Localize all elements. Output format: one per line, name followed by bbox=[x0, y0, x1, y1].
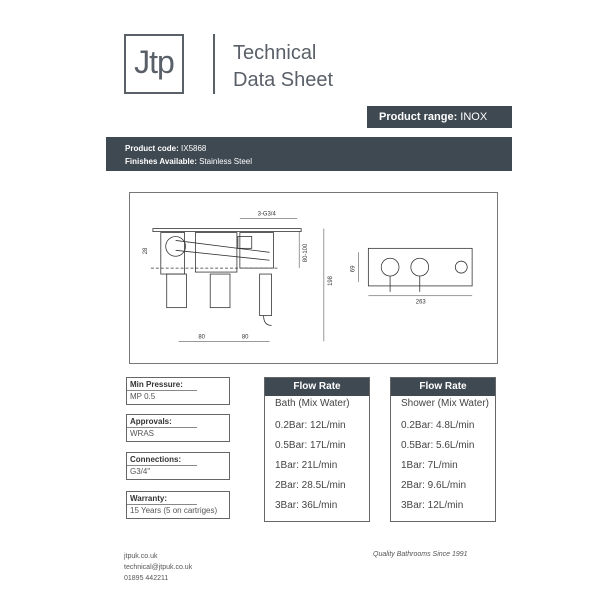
spec-value: 15 Years (5 on cartriges) bbox=[130, 506, 218, 515]
technical-drawing bbox=[129, 192, 498, 364]
dim-label-connections: 3-G3/4 bbox=[257, 211, 276, 218]
spec-label: Connections: bbox=[130, 455, 182, 464]
flow-rate-row: 0.2Bar: 12L/min bbox=[275, 420, 346, 431]
spec-approvals bbox=[126, 414, 230, 442]
product-range-label: Product range: bbox=[379, 111, 458, 123]
spec-value: MP 0.5 bbox=[130, 392, 156, 401]
flow-rate-subtitle: Bath (Mix Water) bbox=[275, 398, 350, 409]
spec-value: G3/4" bbox=[130, 467, 151, 476]
front-plate bbox=[368, 248, 472, 286]
outlet-hook bbox=[264, 316, 272, 326]
flow-rate-row: 0.5Bar: 17L/min bbox=[275, 440, 346, 451]
spec-label: Min Pressure: bbox=[130, 380, 183, 389]
footer-tagline: Quality Bathrooms Since 1991 bbox=[373, 551, 468, 558]
flow-rate-row: 1Bar: 21L/min bbox=[275, 460, 338, 471]
flow-rate-row: 3Bar: 12L/min bbox=[401, 500, 464, 511]
cartridge-mid bbox=[210, 274, 230, 308]
body-mid bbox=[195, 233, 237, 273]
front-knob-1 bbox=[381, 258, 399, 276]
finishes-label: Finishes Available: bbox=[125, 157, 197, 166]
finishes-value: Stainless Steel bbox=[199, 157, 253, 166]
company-logo bbox=[124, 34, 184, 94]
plate-top bbox=[153, 229, 301, 232]
dim-label-69: 69 bbox=[350, 265, 357, 273]
drawing-svg bbox=[130, 193, 497, 363]
header-divider bbox=[213, 34, 215, 94]
product-range-bar bbox=[367, 106, 512, 128]
dim-label-263: 263 bbox=[415, 299, 426, 306]
finishes-row bbox=[125, 155, 512, 168]
title-line-1: Technical bbox=[233, 42, 317, 64]
flow-rate-subtitle: Shower (Mix Water) bbox=[401, 398, 489, 409]
product-code-label: Product code: bbox=[125, 144, 179, 153]
lever-lower bbox=[176, 250, 270, 260]
flow-rate-title: Flow Rate bbox=[391, 378, 495, 396]
flow-rate-row: 3Bar: 36L/min bbox=[275, 500, 338, 511]
flow-rate-row: 0.5Bar: 5.6L/min bbox=[401, 440, 475, 451]
lever-upper bbox=[176, 240, 270, 252]
front-knob-3 bbox=[455, 261, 467, 273]
product-code-row bbox=[125, 142, 512, 155]
spec-connections bbox=[126, 452, 230, 480]
front-knob-2 bbox=[411, 258, 429, 276]
outlet-right bbox=[260, 274, 272, 316]
logo-text: Jtp bbox=[134, 44, 174, 80]
product-range-value: INOX bbox=[460, 111, 488, 123]
spec-value: WRAS bbox=[130, 429, 154, 438]
dim-label-28: 28 bbox=[142, 247, 149, 255]
document-title bbox=[233, 40, 333, 94]
flow-rate-row: 2Bar: 28.5L/min bbox=[275, 480, 346, 491]
footer-email-link[interactable]: technical@jtpuk.co.uk bbox=[124, 564, 193, 571]
valve-circle bbox=[166, 236, 186, 256]
spec-min-pressure bbox=[126, 377, 230, 405]
flow-rate-row: 1Bar: 7L/min bbox=[401, 460, 458, 471]
dim-label-198: 198 bbox=[327, 276, 334, 286]
footer-website-link[interactable]: jtpuk.co.uk bbox=[124, 553, 158, 560]
cartridge-left bbox=[167, 274, 187, 308]
dim-label-80a: 80 bbox=[198, 334, 205, 341]
dim-label-80b: 80 bbox=[241, 334, 249, 341]
title-line-2: Data Sheet bbox=[233, 69, 334, 91]
product-code-value: IX5868 bbox=[181, 144, 207, 153]
dim-label-80-100: 80-100 bbox=[303, 243, 310, 263]
flow-rate-title: Flow Rate bbox=[265, 378, 369, 396]
spec-label: Warranty: bbox=[130, 494, 168, 503]
spec-label: Approvals: bbox=[130, 417, 172, 426]
footer-contact bbox=[124, 551, 192, 584]
flow-rate-shower bbox=[390, 377, 496, 522]
footer-phone: 01895 442211 bbox=[124, 575, 169, 582]
spec-warranty bbox=[126, 491, 230, 519]
flow-rate-row: 2Bar: 9.6L/min bbox=[401, 480, 467, 491]
flow-rate-bath bbox=[264, 377, 370, 522]
flow-rate-row: 0.2Bar: 4.8L/min bbox=[401, 420, 475, 431]
product-info-bar bbox=[106, 137, 512, 171]
